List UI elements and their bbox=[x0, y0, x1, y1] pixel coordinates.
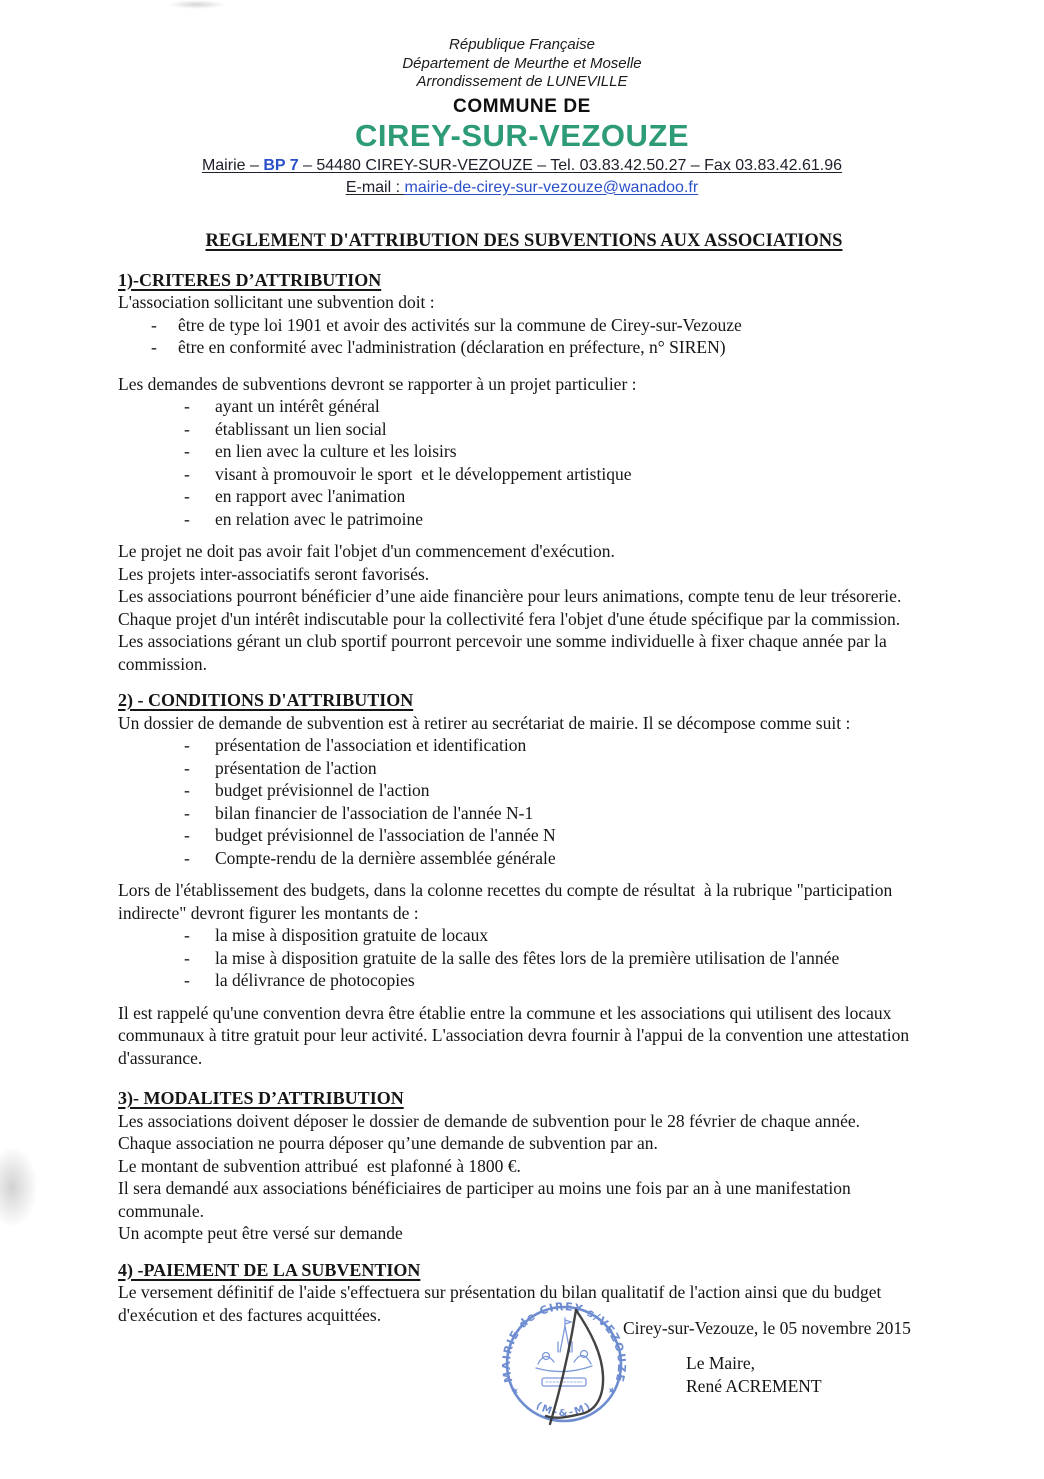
paragraph: Le montant de subvention attribué est plafonné à 1800 €. bbox=[118, 1155, 521, 1176]
document-body bbox=[118, 230, 930, 1326]
paragraph: Les projets inter-associatifs seront favorisés. bbox=[118, 563, 430, 584]
address-bp: BP 7 bbox=[263, 156, 299, 174]
paragraph: Les associations gérant un club sportif pourront percevoir une somme individuelle à fixer chaque année par la commission. bbox=[118, 631, 892, 674]
paragraph: Un acompte peut être versé sur demande bbox=[118, 1223, 403, 1243]
dossier-list bbox=[118, 734, 930, 869]
seal-text-bottom: (M-&-M) bbox=[533, 1400, 595, 1419]
list-item: - établissant un lien social bbox=[118, 418, 930, 441]
paragraph: Les associations pourront bénéficier d’une aide financière pour leurs animations, compte tenu de leur trésorerie. bbox=[118, 586, 902, 606]
municipal-seal bbox=[488, 1292, 648, 1452]
paragraph: Les demandes de subventions devront se rapporter à un projet particulier : bbox=[118, 373, 637, 394]
list-item: - en lien avec la culture et les loisirs bbox=[118, 440, 930, 463]
paragraph: Un dossier de demande de subvention est à retirer au secrétariat de mairie. Il se décompose comme suit : bbox=[118, 712, 851, 733]
commune-name: CIREY-SUR-VEZOUZE bbox=[354, 117, 690, 153]
commune-de-label: COMMUNE DE bbox=[453, 95, 591, 117]
list-item: - être en conformité avec l'administration (déclaration en préfecture, n° SIREN) bbox=[118, 336, 930, 359]
arrondissement-line: Arrondissement de LUNEVILLE bbox=[416, 73, 628, 90]
list-item: - budget prévisionnel de l'action bbox=[118, 779, 930, 802]
paragraph: Il est rappelé qu'une convention devra être établie entre la commune et les associations qui utilisent des locaux communaux à titre gratuit pour leur activité. L'association devra fournir à l'appui de la convention une attestation d'assurance. bbox=[118, 1002, 914, 1068]
letterhead bbox=[0, 36, 1044, 198]
list-item: - ayant un intérêt général bbox=[118, 395, 930, 418]
republique-line: République Française bbox=[449, 36, 595, 53]
list-item: - visant à promouvoir le sport et le développement artistique bbox=[118, 463, 930, 486]
address-line bbox=[0, 156, 1044, 176]
list-item: - la mise à disposition gratuite de locaux bbox=[118, 924, 930, 947]
seal-star-right: ★ bbox=[606, 1385, 617, 1398]
section-4-heading: 4) -PAIEMENT DE LA SUBVENTION bbox=[118, 1259, 421, 1280]
paragraph: Le versement définitif de l'aide s'effectuera sur présentation du bilan qualitatif de l'action ainsi que du budget d'exécution et des factures acquittées. bbox=[118, 1282, 886, 1325]
seal-star-left: ★ bbox=[509, 1385, 521, 1398]
list-item: - en relation avec le patrimoine bbox=[118, 508, 930, 531]
seal-stamp bbox=[500, 1300, 628, 1421]
list-item: - en rapport avec l'animation bbox=[118, 485, 930, 508]
list-item: - être de type loi 1901 et avoir des activités sur la commune de Cirey-sur-Vezouze bbox=[118, 314, 930, 337]
email-label: E-mail : bbox=[345, 178, 405, 196]
paragraph: Chaque association ne pourra déposer qu’une demande de subvention par an. bbox=[118, 1133, 658, 1153]
section-3-heading: 3)- MODALITES D’ATTRIBUTION bbox=[118, 1088, 404, 1108]
list-item: - bilan financier de l'association de l'année N-1 bbox=[118, 802, 930, 825]
date-place-line: Cirey-sur-Vezouze, le 05 novembre 2015 bbox=[623, 1318, 911, 1338]
section-2-heading: 2) - CONDITIONS D'ATTRIBUTION bbox=[118, 690, 414, 710]
address-prefix: Mairie – bbox=[201, 156, 264, 174]
seal-text-top: MAIRIE de CIREY-s/VEZOUZE bbox=[499, 1300, 629, 1385]
paragraph: Chaque projet d'un intérêt indiscutable pour la collectivité fera l'objet d'une étude spécifique par la commission. bbox=[118, 608, 901, 629]
list-item: - budget prévisionnel de l'association de l'année N bbox=[118, 824, 930, 847]
section-1-heading: 1)-CRITERES D’ATTRIBUTION bbox=[118, 269, 382, 290]
criteria-list bbox=[118, 314, 930, 359]
document-title: REGLEMENT D'ATTRIBUTION DES SUBVENTIONS AUX ASSOCIATIONS bbox=[205, 231, 843, 251]
list-item: - présentation de l'association et identification bbox=[118, 734, 930, 757]
email-link[interactable]: mairie-de-cirey-sur-vezouze@wanadoo.fr bbox=[404, 178, 699, 196]
paragraph: Le projet ne doit pas avoir fait l'objet d'un commencement d'exécution. bbox=[118, 541, 615, 561]
signature-block bbox=[686, 1352, 822, 1398]
paragraph: Les associations doivent déposer le dossier de demande de subvention pour le 28 février de chaque année. bbox=[118, 1110, 861, 1131]
address-rest: – 54480 CIREY-SUR-VEZOUZE – Tel. 03.83.42.50.27 – Fax 03.83.42.61.96 bbox=[298, 156, 843, 174]
signer-name: René ACREMENT bbox=[686, 1376, 822, 1396]
signer-title: Le Maire, bbox=[686, 1353, 755, 1373]
project-criteria-list bbox=[118, 395, 930, 530]
montants-list bbox=[118, 924, 930, 992]
list-item: - présentation de l'action bbox=[118, 757, 930, 780]
departement-line: Département de Meurthe et Moselle bbox=[402, 54, 642, 72]
paragraph: L'association sollicitant une subvention doit : bbox=[118, 292, 435, 312]
scan-artifact bbox=[168, 0, 226, 9]
list-item: - Compte-rendu de la dernière assemblée générale bbox=[118, 847, 930, 870]
list-item: - la mise à disposition gratuite de la salle des fêtes lors de la première utilisation de l'année bbox=[118, 947, 930, 970]
email-line bbox=[0, 178, 1044, 198]
paragraph: Lors de l'établissement des budgets, dans la colonne recettes du compte de résultat à la rubrique "participation indirecte" devront figurer les montants de : bbox=[118, 880, 897, 923]
scan-artifact bbox=[0, 1146, 38, 1228]
list-item: - la délivrance de photocopies bbox=[118, 969, 930, 992]
paragraph: Il sera demandé aux associations bénéficiaires de participer au moins une fois par an à une manifestation communale. bbox=[118, 1178, 856, 1221]
